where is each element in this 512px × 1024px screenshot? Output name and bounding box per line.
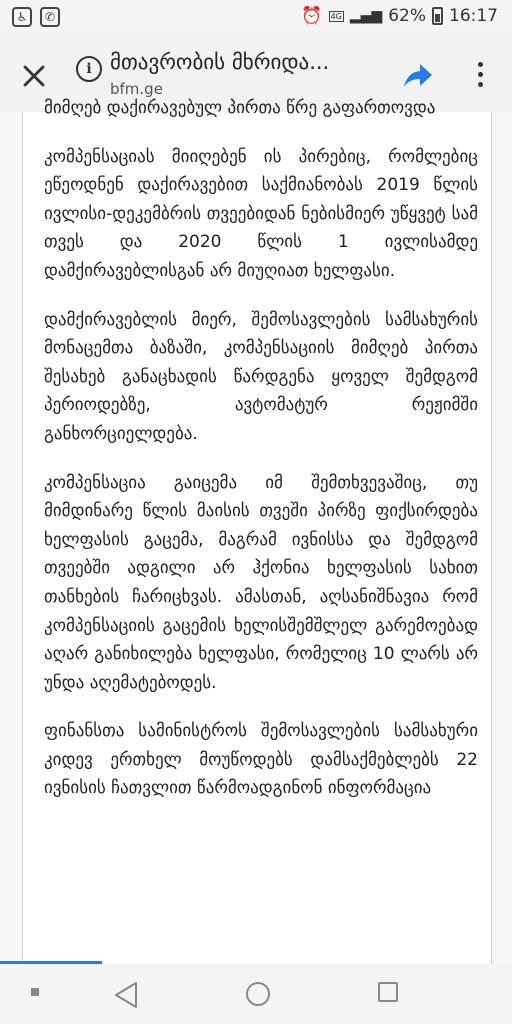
- alarm-icon: ⏰: [301, 6, 323, 26]
- nav-back-icon: [106, 977, 146, 1013]
- close-button[interactable]: [14, 56, 54, 96]
- article-text: [44, 94, 478, 823]
- status-indicators: [301, 6, 498, 26]
- battery-percent: 62%: [388, 6, 426, 26]
- system-nav-bar: [0, 964, 512, 1024]
- close-icon: [23, 65, 45, 87]
- status-notifications: [12, 7, 60, 27]
- nav-recent-icon[interactable]: [378, 982, 398, 1002]
- nav-back-button[interactable]: [106, 977, 146, 1013]
- article-paragraph: კომპენსაციას მიიღებენ ის პირებიც, რომლებიც ეწეოდნენ დაქირავებით საქმიანობას 2019 წლის ივლისი-დეკემბრის თვეებიდან ნებისმიერ უწყვეტ სამ თვეს და 2020 წლის 1 ივლისამდე დამქირავებლისგან არ მიუღიათ ხელფასი.: [44, 146, 478, 281]
- more-vert-icon: [478, 82, 483, 87]
- article-body: [22, 98, 492, 964]
- more-options-button[interactable]: [466, 58, 494, 98]
- web-content[interactable]: [0, 98, 512, 964]
- page-url: bfm.ge: [110, 80, 163, 98]
- signal-icon: ▂▄▆: [349, 8, 383, 24]
- article-paragraph: ფინანსთა სამინისტროს შემოსავლების სამსახური კიდევ ერთხელ მოუწოდებს დამსაქმებლებს 22 ივნისის ჩათვლით წარმოადგინონ ინფორმაცია: [44, 721, 478, 799]
- info-icon[interactable]: i: [76, 56, 102, 82]
- page-title: მთავრობის მხრიდა...: [110, 50, 330, 74]
- clock: 16:17: [449, 6, 498, 26]
- battery-icon: [432, 7, 443, 25]
- nav-hide-button[interactable]: [31, 988, 39, 996]
- status-bar: [0, 0, 512, 36]
- article-paragraph: მიმღებ დაქირავებულ პირთა წრე გაფართოვდა: [44, 98, 436, 118]
- share-icon: [398, 56, 438, 96]
- nav-home-icon[interactable]: [246, 982, 270, 1006]
- more-vert-icon: [478, 62, 483, 67]
- article-paragraph: დამქირავებლის მიერ, შემოსავლების სამსახურის მონაცემთა ბაზაში, კომპენსაციის მიმღებ პირთა შესახებ განაცხადის წარდგენა ყოველ შემდგომ პერიოდებზე, ავტომატურ რეჟიმში განხორციელდება.: [44, 309, 478, 444]
- network-type: 4G: [330, 11, 342, 21]
- more-vert-icon: [478, 72, 483, 77]
- article-paragraph: კომპენსაცია გაიცემა იმ შემთხვევაშიც, თუ მიმდინარე წლის მაისის თვეში პირზე ფიქსირდება ხელფასის გაცემა, მაგრამ ივნისსა და შემდგომ თვეებში ადგილი არ ჰქონია ხელფასის სახით თანხების ჩარიცხვას. ამასთან, აღსანიშნავია რომ კომპენსაციის გაცემის ხელისშემშლელ გარემოებად აღარ განიხილება ხელფასი, რომელიც 10 ლარს არ უნდა აღემატებოდეს.: [44, 472, 478, 693]
- accessibility-icon: ♿: [12, 7, 32, 27]
- share-button[interactable]: [398, 56, 438, 96]
- phone-icon: ✆: [40, 7, 60, 27]
